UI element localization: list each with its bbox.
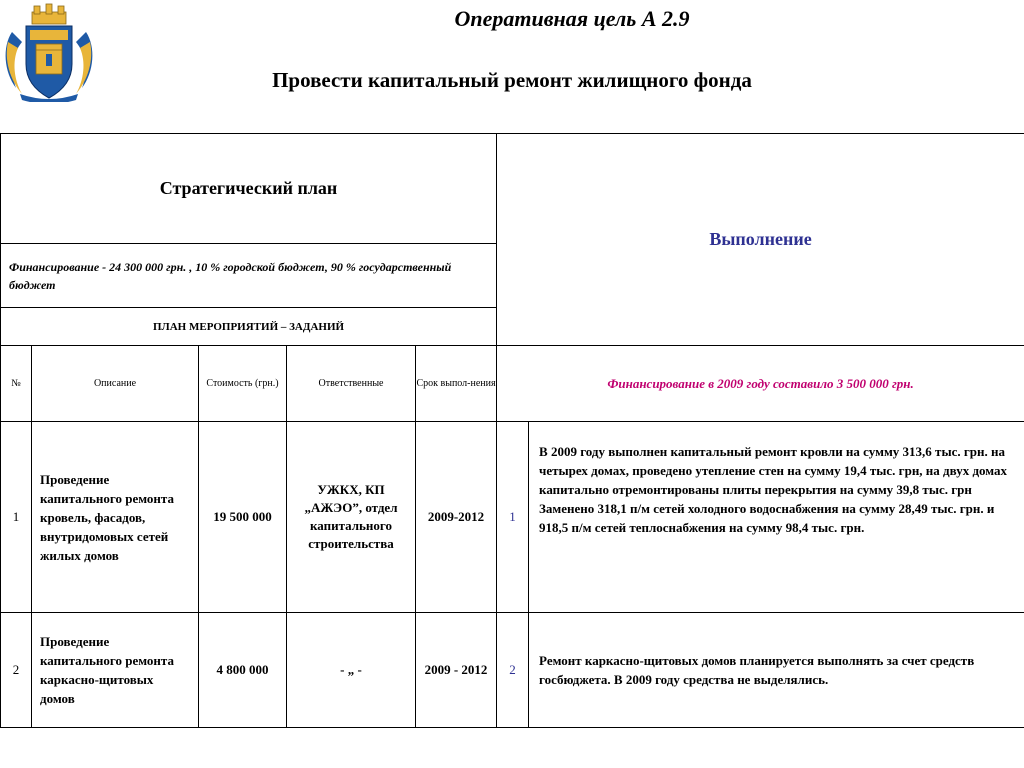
financing-2009: Финансирование в 2009 году составило 3 500 000 грн. (497, 346, 1024, 422)
strategic-plan-header: Стратегический план (1, 134, 497, 244)
result-number: 1 (497, 422, 529, 613)
column-header-responsible: Ответственные (287, 346, 416, 422)
row-responsible: - „ - (287, 613, 416, 728)
goal-title: Оперативная цель А 2.9 (454, 6, 690, 31)
row-cost: 4 800 000 (199, 613, 287, 728)
column-header-number: № (1, 346, 32, 422)
result-line: Ремонт каркасно-щитовых домов планируется выполнять за счет средств госбюджета. В 2009 году средства не выделялись. (539, 653, 975, 687)
result-number: 2 (497, 613, 529, 728)
plan-header: ПЛАН МЕРОПРИЯТИЙ – ЗАДАНИЙ (1, 308, 497, 346)
result-line: В 2009 году выполнен капитальный ремонт кровли на сумму 313,6 тыс. грн. на четырех домах, проведено утепление стен на сумму 19,4 тыс. грн, на двух домах капитально отремонтированы плиты перекрытия на сумму 39,8 тыс. грн (539, 444, 1008, 497)
financing-text: Финансирование - 24 300 000 грн. , 10 % городской бюджет, 90 % государственный бюджет (1, 244, 497, 308)
result-line: Заменено 318,1 п/м сетей холодного водоснабжения на сумму 28,49 тыс. грн. и 918,5 п/м сетей теплоснабжения на сумму 98,4 тыс. грн. (539, 501, 995, 535)
column-header-cost: Стоимость (грн.) (199, 346, 287, 422)
row-description: Проведение капитального ремонта каркасно-щитовых домов (32, 613, 199, 728)
column-header-description: Описание (32, 346, 199, 422)
row-term: 2009 - 2012 (416, 613, 497, 728)
execution-header: Выполнение (497, 134, 1024, 346)
row-number: 1 (1, 422, 32, 613)
row-number: 2 (1, 613, 32, 728)
row-responsible: УЖКХ, КП „АЖЭО”, отдел капитального строительства (287, 422, 416, 613)
row-result (529, 422, 1024, 613)
row-cost: 19 500 000 (199, 422, 287, 613)
row-description: Проведение капитального ремонта кровель, фасадов, внутридомовых сетей жилых домов (32, 422, 199, 613)
column-header-term: Срок выпол-нения (416, 346, 497, 422)
table-row (1, 422, 1024, 613)
plan-table (0, 133, 1024, 728)
row-result (529, 613, 1024, 728)
page-title: Провести капитальный ремонт жилищного фонда (272, 68, 752, 92)
table-row (1, 613, 1024, 728)
row-term: 2009-2012 (416, 422, 497, 613)
